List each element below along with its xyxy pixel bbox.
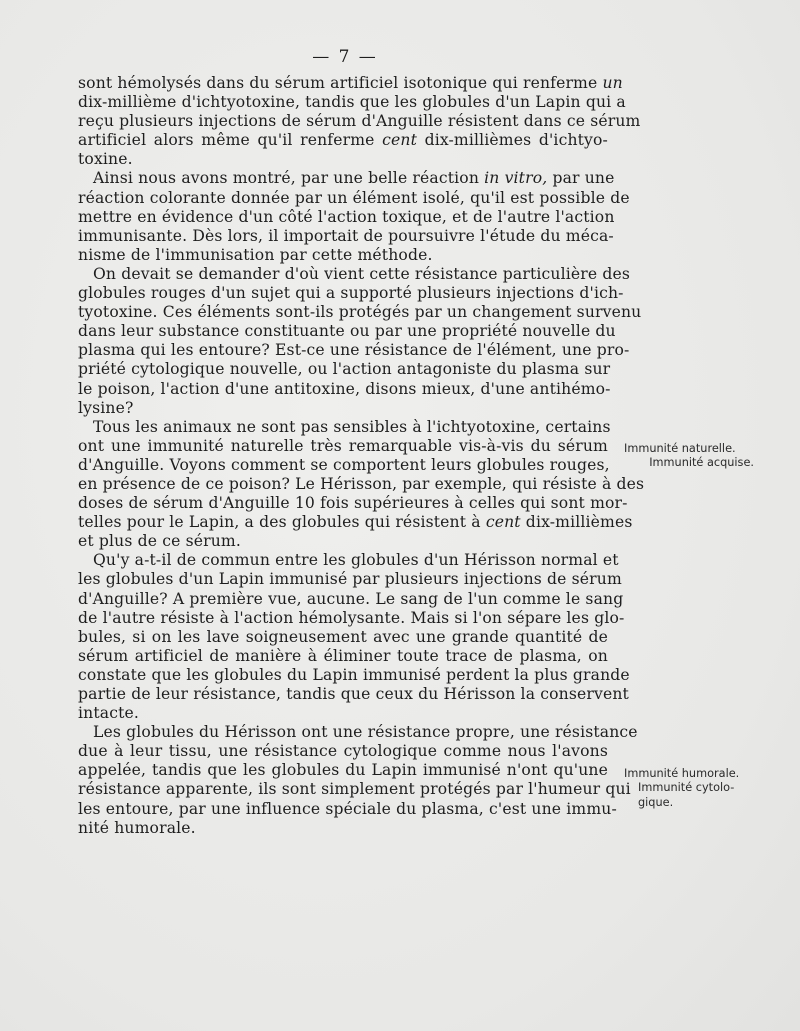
text-segment: immunisante. Dès lors, il importait de poursuivre l'étude du méca- bbox=[78, 226, 614, 245]
text-line bbox=[78, 379, 611, 399]
text-line bbox=[78, 150, 608, 169]
text-line bbox=[78, 704, 608, 723]
text-line bbox=[78, 341, 630, 360]
text-line bbox=[78, 264, 631, 284]
text-line bbox=[78, 589, 624, 609]
text-segment: nité humorale. bbox=[78, 818, 196, 837]
text-segment: Les globules du Hérisson ont une résistance propre, une résistance bbox=[93, 723, 638, 742]
text-segment: d'Anguille? A première vue, aucune. Le sang de l'un comme le sang bbox=[78, 589, 624, 608]
text-line bbox=[78, 532, 608, 551]
text-line bbox=[78, 819, 608, 838]
text-segment: On devait se demander d'où vient cette résistance particulière des bbox=[93, 264, 631, 283]
text-line bbox=[78, 112, 641, 131]
text-line bbox=[78, 647, 608, 666]
text-line bbox=[78, 474, 645, 494]
text-segment: réaction colorante donnée par un élément isolé, qu'il est possible de bbox=[78, 188, 630, 207]
text-line bbox=[78, 742, 608, 761]
text-segment: doses de sérum d'Anguille 10 fois supérieures à celles qui sont mor- bbox=[78, 494, 628, 513]
margin-note-natural-acquired bbox=[624, 442, 769, 471]
text-segment: résistance apparente, ils sont simplement protégés par l'humeur qui bbox=[78, 780, 631, 799]
text-line bbox=[78, 131, 608, 150]
text-line bbox=[78, 74, 623, 93]
text-segment: intacte. bbox=[78, 704, 139, 723]
text-segment: tyotoxine. Ces éléments sont-ils protégés par un changement survenu bbox=[78, 303, 642, 322]
margin-note-line: Immunité humorale. bbox=[624, 767, 740, 780]
text-segment: le poison, l'action d'une antitoxine, disons mieux, d'une antihémo- bbox=[78, 379, 611, 398]
text-segment: priété cytologique nouvelle, ou l'action antagoniste du plasma sur bbox=[78, 360, 611, 379]
text-segment: mettre en évidence d'un côté l'action toxique, et de l'autre l'action bbox=[78, 207, 615, 226]
text-line bbox=[78, 399, 608, 418]
text-segment: sérum artificiel de manière à éliminer toute trace de plasma, on bbox=[78, 646, 608, 665]
text-line bbox=[78, 284, 624, 303]
text-segment: bules, si on les lave soigneusement avec une grande quantité de bbox=[78, 627, 608, 646]
italic-segment: cent bbox=[485, 513, 521, 532]
text-segment: telles pour le Lapin, a des globules qui résistent à bbox=[78, 513, 486, 532]
text-segment: ont une immunité naturelle très remarquable vis-à-vis du sérum bbox=[78, 436, 608, 455]
text-segment: dix-millièmes bbox=[520, 513, 633, 532]
text-segment: sont hémolysés dans du sérum artificiel isotonique qui renferme bbox=[78, 74, 603, 92]
text-segment: Ainsi nous avons montré, par une belle réaction bbox=[93, 169, 485, 188]
text-segment: lysine? bbox=[78, 398, 134, 417]
page-number: — 7 — bbox=[312, 47, 378, 67]
text-line bbox=[78, 665, 630, 685]
text-segment: les entoure, par une influence spéciale du plasma, c'est une immu- bbox=[78, 799, 617, 818]
text-line bbox=[78, 608, 625, 628]
text-line bbox=[78, 188, 630, 208]
text-segment: partie de leur résistance, tandis que ceux du Hérisson la conservent bbox=[78, 685, 629, 703]
text-segment: Qu'y a-t-il de commun entre les globules d'un Hérisson normal et bbox=[93, 551, 619, 570]
margin-note-line: Immunité acquise. bbox=[649, 456, 754, 470]
text-segment: Tous les animaux ne sont pas sensibles à l'ichtyotoxine, certains bbox=[93, 417, 611, 436]
text-line bbox=[78, 303, 642, 322]
text-segment: par une bbox=[547, 169, 615, 188]
text-segment: et plus de ce sérum. bbox=[78, 532, 241, 551]
margin-note-line: Immunité cytolo- bbox=[638, 781, 735, 795]
text-segment: due à leur tissu, une résistance cytologique comme nous l'avons bbox=[78, 742, 608, 761]
text-segment: artificiel alors même qu'il renferme bbox=[78, 131, 383, 150]
text-segment: nisme de l'immunisation par cette méthode. bbox=[78, 245, 433, 264]
text-line bbox=[78, 780, 631, 799]
text-line bbox=[78, 322, 616, 341]
text-segment: de l'autre résiste à l'action hémolysante. Mais si l'on sépare les glo- bbox=[78, 608, 625, 627]
text-segment: appelée, tandis que les globules du Lapin immunisé n'ont qu'une bbox=[78, 761, 608, 780]
text-line bbox=[78, 628, 608, 647]
text-line bbox=[78, 93, 626, 112]
text-segment: globules rouges d'un sujet qui a supporté plusieurs injections d'ich- bbox=[78, 284, 624, 303]
text-segment: dix-millième d'ichtyotoxine, tandis que les globules d'un Lapin qui a bbox=[78, 93, 626, 112]
text-line bbox=[78, 456, 608, 475]
margin-note-humoral-cytological bbox=[624, 767, 769, 810]
text-segment: les globules d'un Lapin immunisé par plusieurs injections de sérum bbox=[78, 570, 622, 589]
text-segment: reçu plusieurs injections de sérum d'Anguille résistent dans ce sérum bbox=[78, 112, 641, 131]
text-segment: d'Anguille. Voyons comment se comportent leurs globules rouges, bbox=[78, 455, 610, 474]
text-line bbox=[78, 685, 629, 704]
text-segment: plasma qui les entoure? Est-ce une résistance de l'élément, une pro- bbox=[78, 341, 630, 360]
body-text bbox=[78, 74, 645, 838]
text-segment: toxine. bbox=[78, 150, 133, 169]
text-segment: constate que les globules du Lapin immunisé perdent la plus grande bbox=[78, 665, 630, 684]
text-segment: en présence de ce poison? Le Hérisson, par exemple, qui résiste à des bbox=[78, 474, 645, 493]
text-line bbox=[78, 513, 633, 532]
text-line bbox=[78, 207, 615, 227]
text-line bbox=[78, 494, 628, 513]
text-line bbox=[78, 551, 619, 570]
text-line bbox=[78, 246, 608, 265]
text-segment: dans leur substance constituante ou par une propriété nouvelle du bbox=[78, 322, 616, 341]
text-line bbox=[78, 570, 622, 589]
italic-segment: un bbox=[602, 74, 623, 92]
italic-segment: in vitro, bbox=[484, 169, 548, 188]
text-line bbox=[78, 437, 608, 456]
italic-segment: cent bbox=[382, 131, 417, 150]
text-line bbox=[78, 417, 611, 437]
text-line bbox=[78, 360, 611, 379]
text-line bbox=[78, 723, 638, 742]
text-segment: dix-millièmes d'ichtyo- bbox=[416, 131, 608, 150]
text-line bbox=[78, 799, 617, 819]
margin-note-line: gique. bbox=[638, 795, 674, 809]
text-line bbox=[78, 226, 614, 246]
margin-note-line: Immunité naturelle. bbox=[624, 442, 736, 455]
text-line bbox=[78, 169, 615, 188]
text-line bbox=[78, 761, 608, 780]
